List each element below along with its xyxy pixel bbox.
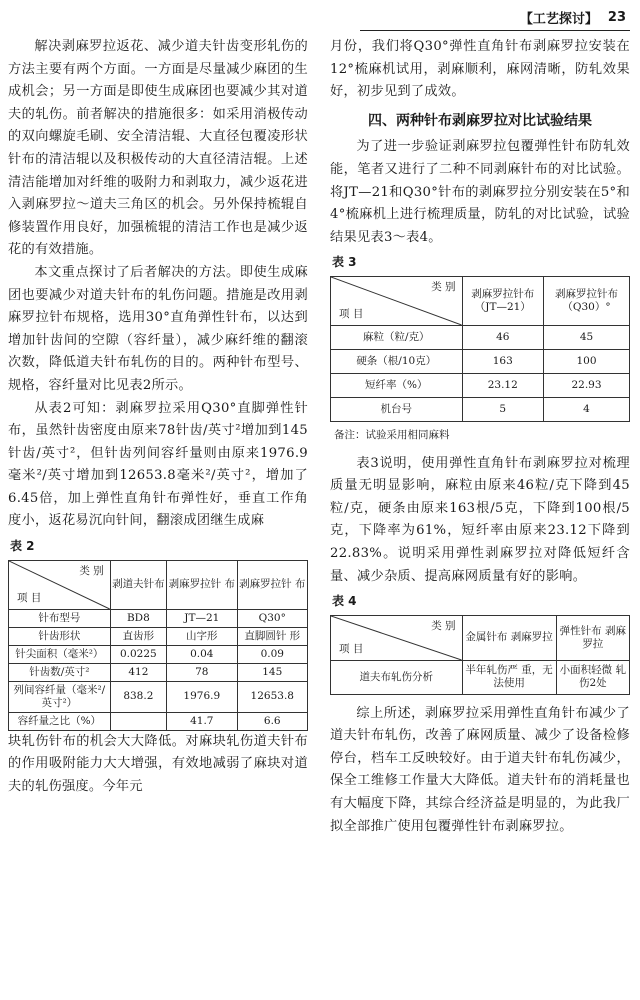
corner-bottom-label: 项 目: [17, 591, 42, 604]
table-cell: 838.2: [110, 681, 166, 712]
table-cell: 麻粒（粒/克）: [331, 325, 463, 349]
section-label: 【工艺探讨】: [519, 11, 598, 27]
table-cell: 412: [110, 663, 166, 681]
table-2: [8, 560, 308, 731]
table-row: [331, 397, 630, 421]
table-cell: 46: [462, 325, 543, 349]
table-header-cell: 金属针布 剥麻罗拉: [462, 615, 556, 660]
table-cell: 针齿形状: [9, 627, 111, 645]
table-cell: 0.0225: [110, 645, 166, 663]
corner-top-label: 类 别: [431, 280, 456, 293]
left-column: [8, 36, 308, 798]
table-cell: 道夫布轧伤分析: [331, 660, 463, 694]
right-column: [330, 36, 630, 838]
table-cell: 直脚圆针 形: [237, 627, 307, 645]
right-paragraph-3: 综上所述，剥麻罗拉采用弹性直角针布减少了道夫针布轧伤，改善了麻网质量、减少了设备检修停台，档车工反映较好。由于道夫针布轧伤减少，保全工维修工作量大大降低。道夫针布的消耗量也有大幅度下降，其综合经济益是明显的，为此我厂拟全部推广使用包覆弹性针布剥麻罗拉。: [330, 705, 630, 834]
table-header-row: [331, 276, 630, 325]
table-cell: 6.6: [237, 712, 307, 730]
table-header-row: [331, 615, 630, 660]
table-row: [331, 373, 630, 397]
table3-caption: 表 3: [332, 255, 357, 270]
table-row: [9, 645, 308, 663]
table-cell: 容纤量之比（%）: [9, 712, 111, 730]
table-cell: 78: [167, 663, 237, 681]
table-corner-cell: [9, 560, 111, 609]
corner-top-label: 类 别: [79, 564, 104, 577]
table-row: [9, 681, 308, 712]
table-corner-cell: [331, 276, 463, 325]
table-cell: 短纤率（%）: [331, 373, 463, 397]
table-cell: 针齿数/英寸²: [9, 663, 111, 681]
table-cell: 0.04: [167, 645, 237, 663]
table-cell: 山字形: [167, 627, 237, 645]
table-row: [9, 712, 308, 730]
table-cell: BD8: [110, 609, 166, 627]
table-cell: JT—21: [167, 609, 237, 627]
table-cell: 小面积轻微 轧伤2处: [556, 660, 629, 694]
table-header-cell: 剥麻罗拉针 布: [167, 560, 237, 609]
table-cell: Q30°: [237, 609, 307, 627]
table4-caption: 表 4: [332, 594, 357, 609]
left-paragraph-3: 从表2可知：剥麻罗拉采用Q30°直脚弹性针布，虽然针齿密度由原来78针齿/英寸²增加到145针齿/英寸²，但针齿列间容纤量则由原来1976.9毫米²/英寸增加到12653.8毫米²/英寸²，增加了6.45倍，加上弹性直角针布弹性好，垂直工作角度小，返花易沉向针间，翻滚成团继生成麻: [8, 400, 308, 529]
table-row: [331, 660, 630, 694]
table-row: [331, 325, 630, 349]
table-cell: 100: [544, 349, 630, 373]
left-paragraph-2: 本文重点探讨了后者解决的方法。即使生成麻团也要减少对道夫针布的轧伤问题。措施是改用剥麻罗拉针布规格，选用30°直角弹性针布，以达到增加针齿间的空隙（容纤量），减少麻纤维的翻滚次数，降低道夫针布轧伤的目的。两种针布型号、规格，容纤量对比见表2所示。: [8, 264, 308, 393]
table-4: [330, 615, 630, 695]
table-cell: 23.12: [462, 373, 543, 397]
table-header-row: [9, 560, 308, 609]
table-cell: 列间容纤量（毫米²/英寸²）: [9, 681, 111, 712]
table-header-cell: 剥麻罗拉针布 （Q30）°: [544, 276, 630, 325]
table-cell: 12653.8: [237, 681, 307, 712]
table-cell: 针尖面积（毫米²）: [9, 645, 111, 663]
page-header: [520, 6, 626, 28]
table-cell: 145: [237, 663, 307, 681]
left-paragraph-1: 解决剥麻罗拉返花、减少道夫针齿变形轧伤的方法主要有两个方面。一方面是尽量减少麻团的生成机会；另一方面是即使生成麻团也要减少其对道夫的轧伤。前者解决的措施很多：如采用消极传动的双向螺旋毛刷、安全清洁辊、大直径包覆凌形状针布的清洁辊以及积极传动的大直径清洁辊。上述清洁能增加对纤维的吸附力和剥取力，减少返花进入剥麻罗拉～道夫三角区的机会。另外保持梳辊自修装置作用良好，加强梳辊的清洁工作也是减少返花的有效措施。: [8, 39, 308, 258]
right-paragraph-2: 表3说明，使用弹性直角针布剥麻罗拉对梳理质量无明显影响，麻粒由原来46粒/克下降到45粒/克，硬条由原来163根/5克，下降到100根/5克，下降率为61%，短纤率由原来23.12下降到22.83%。说明采用弹性剥麻罗拉对降低短纤含量、减少杂质、提高麻网质量有好的影响。: [330, 455, 630, 584]
corner-top-label: 类 别: [431, 619, 456, 632]
table-cell: 45: [544, 325, 630, 349]
table-header-cell: 剥道夫针布: [110, 560, 166, 609]
table-cell: 针布型号: [9, 609, 111, 627]
table-header-cell: 剥麻罗拉针 布: [237, 560, 307, 609]
page-number: 23: [607, 9, 626, 25]
table-3: [330, 276, 630, 422]
table-cell: 直齿形: [110, 627, 166, 645]
section-heading: 四、两种针布剥麻罗拉对比试验结果: [368, 112, 592, 129]
table2-caption: 表 2: [10, 539, 35, 554]
right-intro-paragraph: 月份，我们将Q30°弹性直角针布剥麻罗拉安装在12°梳麻机试用，剥麻顺利，麻网清晰，防轧效果好，初步见到了成效。: [330, 39, 630, 100]
table-cell: 0.09: [237, 645, 307, 663]
table-cell: 机台号: [331, 397, 463, 421]
table-corner-cell: [331, 615, 463, 660]
table-cell: 41.7: [167, 712, 237, 730]
table-header-cell: 剥麻罗拉针布 （JT—21）: [462, 276, 543, 325]
table-cell: 1976.9: [167, 681, 237, 712]
table-header-cell: 弹性针布 剥麻罗拉: [556, 615, 629, 660]
table-row: [9, 627, 308, 645]
table-cell: 半年轧伤严 重，无法使用: [462, 660, 556, 694]
table-cell: 5: [462, 397, 543, 421]
corner-bottom-label: 项 目: [339, 642, 364, 655]
table-row: [9, 609, 308, 627]
table-cell: 4: [544, 397, 630, 421]
table-cell: [110, 712, 166, 730]
table-cell: 22.93: [544, 373, 630, 397]
left-paragraph-after-table: 块轧伤针布的机会大大降低。对麻块轧伤道夫针布的作用吸附能力大大增强，有效地减弱了麻块对道夫的轧伤强度。今年元: [8, 733, 308, 794]
table3-note: 备注：试验采用相同麻料: [334, 428, 450, 441]
table-row: [331, 349, 630, 373]
header-rule: [360, 30, 630, 31]
table-row: [9, 663, 308, 681]
table-cell: 硬条（根/10克）: [331, 349, 463, 373]
corner-bottom-label: 项 目: [339, 307, 364, 320]
table-cell: 163: [462, 349, 543, 373]
right-paragraph-1: 为了进一步验证剥麻罗拉包覆弹性针布防轧效能，笔者又进行了二种不同剥麻针布的对比试验。将JT—21和Q30°针布的剥麻罗拉分别安装在5°和4°梳麻机上进行梳理质量，防轧的对比试验，试验结果见表3～表4。: [330, 139, 630, 245]
